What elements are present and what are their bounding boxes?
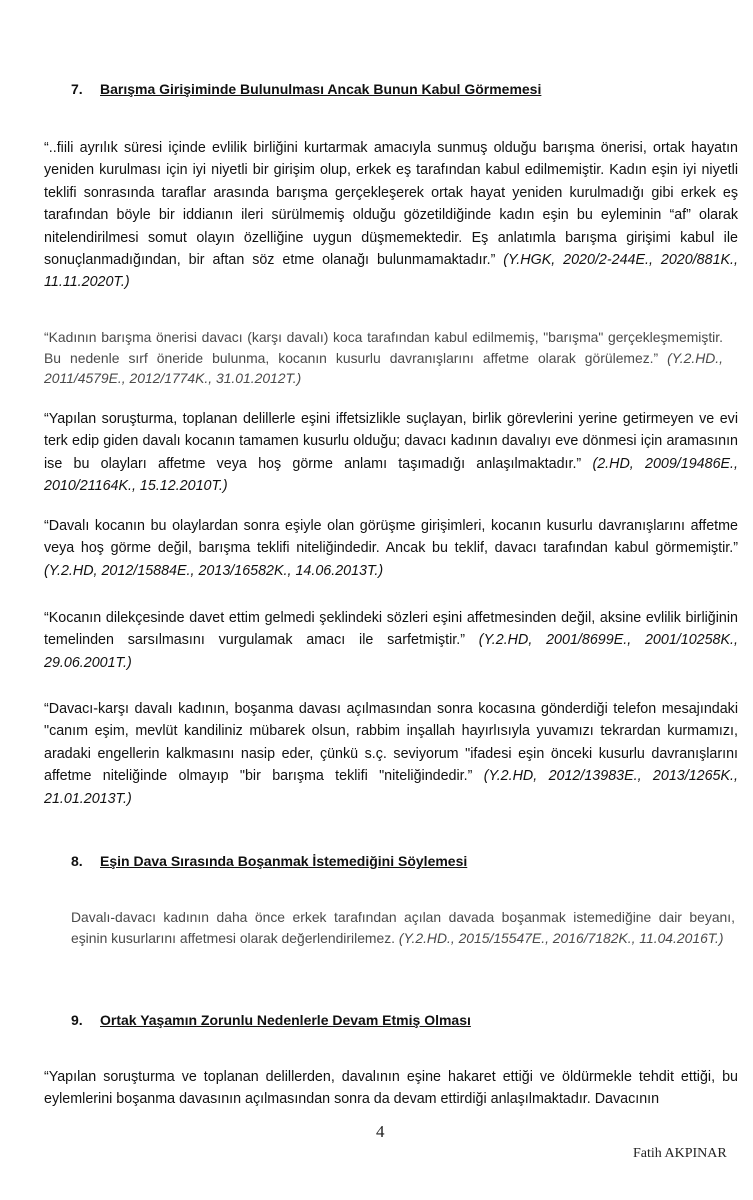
case-citation: (Y.2.HD, 2012/15884E., 2013/16582K., 14.06.2013T.) [44, 562, 384, 579]
section-heading [71, 81, 541, 97]
quote-text: “Davalı kocanın bu olaylardan sonra eşiyle olan görüşme girişimleri, kocanın kusurlu davranışlarını affetme veya hoş görme değil, barışma teklifi niteliğindedir. Ancak bu teklif, davacı tarafından kabul görmemiştir.” [44, 518, 738, 557]
quote-paragraph [44, 137, 738, 294]
section-heading [71, 853, 467, 869]
case-citation: (2.HD, 2009/19486E., 2010/21164K., 15.12.2010T.) [44, 455, 739, 495]
quote-text: “Yapılan soruşturma, toplanan delillerle eşini iffetsizlikle suçlayan, birlik görevlerini yerine getirmeyen ve evi terk edip giden davalı kocanın tamamen kusurlu olduğu; davacı kadının davalıyı eve dönmesi için aramasının ise bu olayları affetme veya hoş görme anlamı taşımadığı anlaşılmaktadır.” [44, 411, 738, 472]
quote-paragraph [44, 327, 723, 389]
quote-text: “..fiili ayrılık süresi içinde evlilik birliğini kurtarmak amacıyla sunmuş olduğu barışma önerisi, ortak hayatın yeniden kurulması için iyi niyetli bir girişim olup, erkek eş tarafından kabul edilmemiştir. Kadın eşin iyi niyetli teklifi sonrasında taraflar arasında barışma gerçekleşerek ortak hayat yeniden kurulmadığı gibi erkek eş tarafından böyle bir iddianın ileri sürülmemiş olduğu gözetildiğinde kadın eşin bu eyleminin “af” olarak nitelendirilmesi somut olayın özelliğine uygun düşmemektedir. Eş anlatımla barışma girişimi kabul ile sonuçlanmadığından, bir aftan söz etme olanağı bulunmamaktadır.” [44, 140, 738, 269]
author-name: Fatih AKPINAR [633, 1146, 727, 1161]
section-number: 7. [71, 81, 83, 97]
case-citation: (Y.HGK, 2020/2-244E., 2020/881K., 11.11.2020T.) [44, 252, 739, 291]
section-title: Barışma Girişiminde Bulunulması Ancak Bunun Kabul Görmemesi [100, 81, 542, 97]
section-number: 8. [71, 853, 83, 869]
case-citation: (Y.2.HD., 2011/4579E., 2012/1774K., 31.01.2012T.) [44, 349, 724, 387]
section-title: Eşin Dava Sırasında Boşanmak İstemediğini Söylemesi [100, 853, 468, 869]
quote-text: “Yapılan soruşturma ve toplanan delillerden, davalının eşine hakaret ettiği ve öldürmekle tehdit ettiği, bu eylemlerini boşanma davasının açılmasından sonra da devam ettirdiği anlaşılmaktadır. Davacının [44, 1069, 738, 1108]
quote-text: “Kocanın dilekçesinde davet ettim gelmedi şeklindeki sözleri eşini affetmesinden değil, aksine evlilik birliğinin temelinden sarsılmasını vurgulamak amacı ile sarfetmiştir.” [44, 610, 738, 649]
case-citation: (Y.2.HD., 2015/15547E., 2016/7182K., 11.04.2016T.) [395, 929, 724, 946]
section-number: 9. [71, 1012, 83, 1028]
section-heading [71, 1012, 471, 1028]
quote-paragraph [44, 408, 738, 498]
case-citation: (Y.2.HD, 2001/8699E., 2001/10258K., 29.06.2001T.) [44, 632, 738, 671]
quote-paragraph [44, 607, 738, 674]
quote-text: “Davacı-karşı davalı kadının, boşanma davası açılmasından sonra kocasına gönderdiği telefon mesajındaki "canım eşim, mevlüt kandiliniz mübarek olsun, rabbim inşallah hayırlısıyla yuvamızı tekrardan kurmamızı, aradaki engellerin kalkmasını nasip eder, çünkü s.ç. seviyorum "ifadesi eşin önceki kusurlu davranışlarını affetme niteliğinde olmayıp "bir barışma teklifi "niteliğindedir.” [44, 701, 738, 785]
quote-text: “Kadının barışma önerisi davacı (karşı davalı) koca tarafından kabul edilmemiş, "barışma" gerçekleşmemiştir. Bu nedenle sırf öneride bulunma, kocanın kusurlu davranışlarını affetme olarak görülemez.” [44, 329, 723, 366]
page-number: 4 [376, 1122, 385, 1141]
quote-paragraph [44, 515, 738, 582]
quote-paragraph [44, 698, 738, 810]
quote-paragraph [71, 907, 735, 948]
section-title: Ortak Yaşamın Zorunlu Nedenlerle Devam Etmiş Olması [100, 1012, 471, 1028]
case-citation: (Y.2.HD, 2012/13983E., 2013/1265K., 21.01.2013T.) [44, 768, 738, 807]
quote-paragraph [44, 1066, 738, 1111]
quote-text: Davalı-davacı kadının daha önce erkek tarafından açılan davada boşanmak istemediğine dair beyanı, eşinin kusurlarını affetmesi olarak değerlendirilemez. [71, 909, 735, 946]
